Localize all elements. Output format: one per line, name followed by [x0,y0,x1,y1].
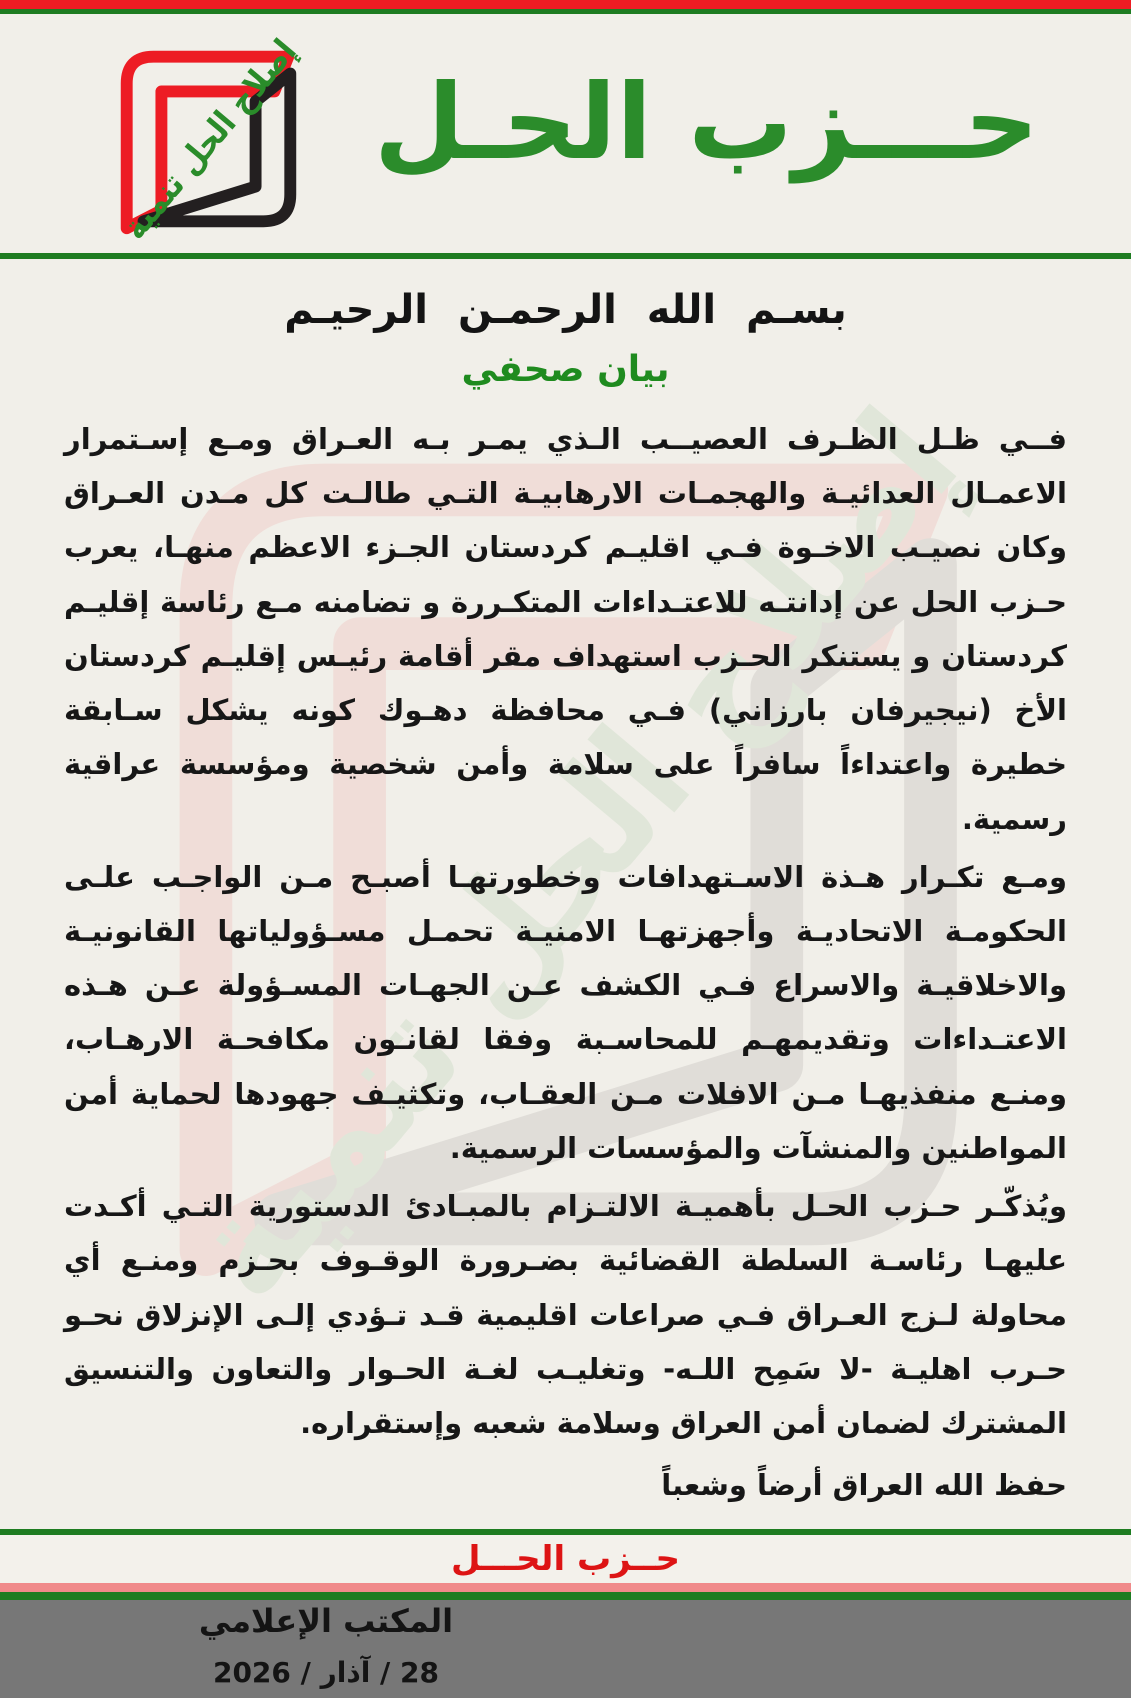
page-title: حـــزب الحـل [373,61,1039,183]
signature-date: 28 / آذار / 2026 [212,1655,440,1689]
party-logo [93,24,323,252]
footer-party-name: حــزب الحـــل [450,1539,681,1579]
press-release-body [0,259,1131,1698]
paragraph-3: ويُذكّـر حـزب الحـل بأهميـة الالتـزام بالمبـادئ الدستورية التـي أكـدت عليهـا رئاسـة السلطة القضائية بضـرورة الوقـوف بحـزم ومنـع أي محاولة لـزج العـراق فـي صراعات اقليمية قـد تـؤدي إلـى الإنزلاق نحـو حـرب اهليـة -لا سَمِح اللـه- وتغليـب لغـة الحـوار والتعاون والتنسيق المشترك لضمان أمن العراق وسلامة شعبه وإستقراره. [64,1189,1067,1440]
press-release-label: بيان صحفي [461,349,670,390]
paragraph-1: فــي ظـل الظـرف العصيــب الـذي يمـر بـه العـراق ومـع إسـتمرار الاعمـال العدائيـة والهجمـات الارهابيـة التـي طالـت كل مـدن العـراق وكان نصيـب الاخـوة فـي اقليـم كردستان الجـزء الاعظم منهـا، يعرب حـزب الحل عن إدانتـه للاعتـداءات المتكـررة و تضامنه مـع رئاسة إقليـم كردستان و يستنكر الحـزب استهداف مقر أقامة رئيـس إقليـم كردستان الأخ (نيجيرفان بارزاني) فـي محافظة دهـوك كونه يشكل سـابقة خطيرة واعتداءاً سافراً على سلامة وأمن شخصية ومؤسسة عراقية رسمية. [64,422,1067,836]
letterhead [0,14,1131,253]
closing-line: حفظ الله العراق أرضاً وشعباً [661,1468,1067,1503]
bismillah-heading: بسـم الله الرحمـن الرحيـم [284,287,847,333]
signature-office: المكتب الإعلامي [198,1601,454,1640]
page-footer [0,1529,1131,1600]
top-red-stripe [0,0,1131,9]
footer-name-row [0,1535,1131,1583]
paragraph-2: ومـع تكـرار هـذة الاسـتهدافات وخطورتهـا أصبـح مـن الواجـب علـى الحكومـة الاتحاديـة وأجهزتهـا الامنيـة تحمـل مسـؤولياتها القانونيـة والاخلاقيـة والاسراع فـي الكشف عـن الجهـات المسـؤولة عـن هـذه الاعتـداءات وتقديمهـم للمحاسـبة وفقا لقانـون مكافحـة الارهـاب، ومنـع منفذيهـا مـن الافلات مـن العقـاب، وتكثيـف جهودها لحماية أمن المواطنين والمنشآت والمؤسسات الرسمية. [64,859,1067,1165]
bottom-pink-stripe [0,1583,1131,1592]
party-logo-icon [93,24,323,252]
bottom-green-stripe [0,1592,1131,1600]
